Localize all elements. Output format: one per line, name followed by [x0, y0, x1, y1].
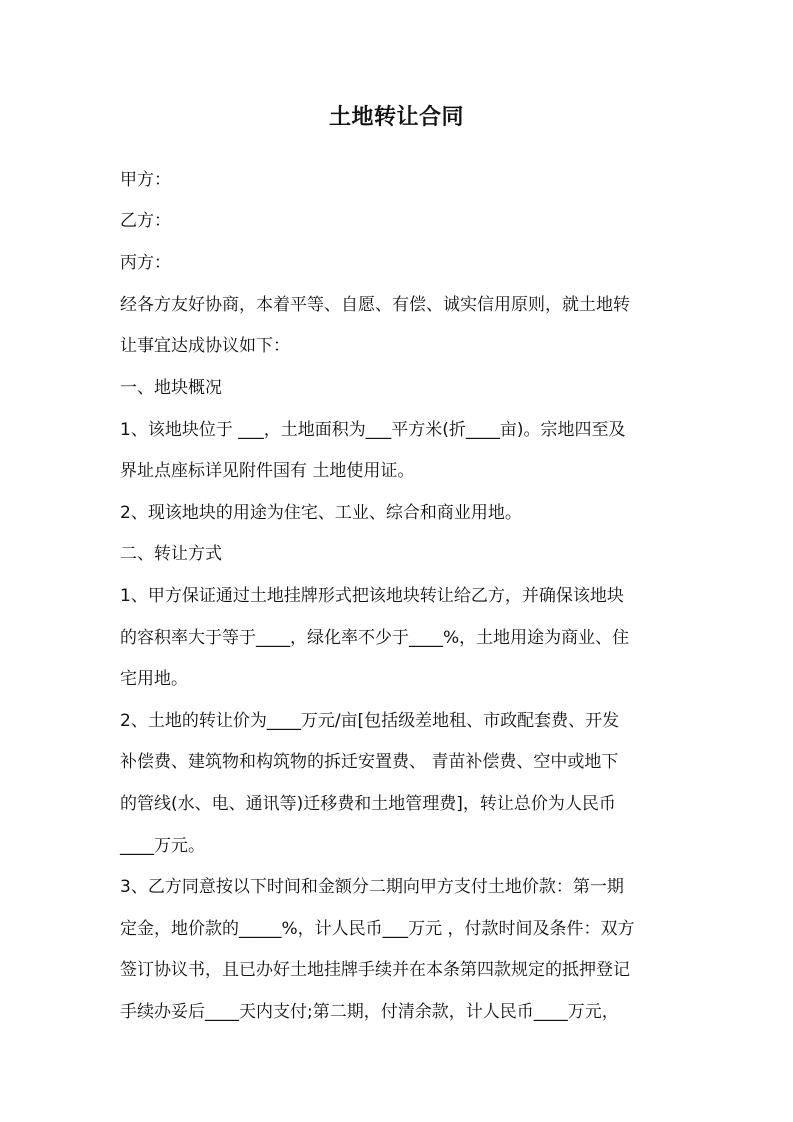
clause-line: 界址点座标详见附件国有 土地使用证。	[120, 461, 415, 481]
clause-line: 3、乙方同意按以下时间和金额分二期向甲方支付土地价款：第一期	[120, 877, 624, 897]
preamble-line-1: 经各方友好协商，本着平等、自愿、有偿、诚实信用原则，就土地转	[120, 295, 630, 315]
section-heading-2: 二、转让方式	[120, 544, 222, 564]
clause-line: 补偿费、建筑物和构筑物的拆迁安置费、 青苗补偿费、空中或地下	[120, 752, 619, 772]
clause-line: ____万元。	[120, 836, 205, 856]
clause-line: 的管线(水、电、通讯等)迁移费和土地管理费]，转让总价为人民币	[120, 794, 616, 814]
clause-line: 的容积率大于等于____，绿化率不少于____%，土地用途为商业、住	[120, 628, 630, 648]
clause-line: 2、土地的转让价为____万元/亩[包括级差地租、市政配套费、开发	[120, 711, 620, 731]
clause-line: 1、甲方保证通过土地挂牌形式把该地块转让给乙方，并确保该地块	[120, 586, 624, 606]
section-heading-1: 一、地块概况	[120, 378, 222, 398]
document-title: 土地转让合同	[328, 105, 464, 130]
party-b-line: 乙方：	[120, 211, 171, 231]
party-c-line: 丙方：	[120, 253, 171, 273]
clause-line: 1、该地块位于 ___，土地面积为___平方米(折____亩)。宗地四至及	[120, 420, 626, 440]
preamble-line-2: 让事宜达成协议如下：	[120, 336, 290, 356]
party-a-line: 甲方：	[120, 170, 171, 190]
clause-line: 2、现该地块的用途为住宅、工业、综合和商业用地。	[120, 503, 522, 523]
clause-line: 定金，地价款的_____%，计人民币___万元 ，付款时间及条件：双方	[120, 919, 635, 939]
clause-line: 签订协议书，且已办好土地挂牌手续并在本条第四款规定的抵押登记	[120, 960, 630, 980]
clause-line: 手续办妥后____天内支付;第二期，付清余款，计人民币____万元，	[120, 1002, 619, 1022]
clause-line: 宅用地。	[120, 669, 188, 689]
